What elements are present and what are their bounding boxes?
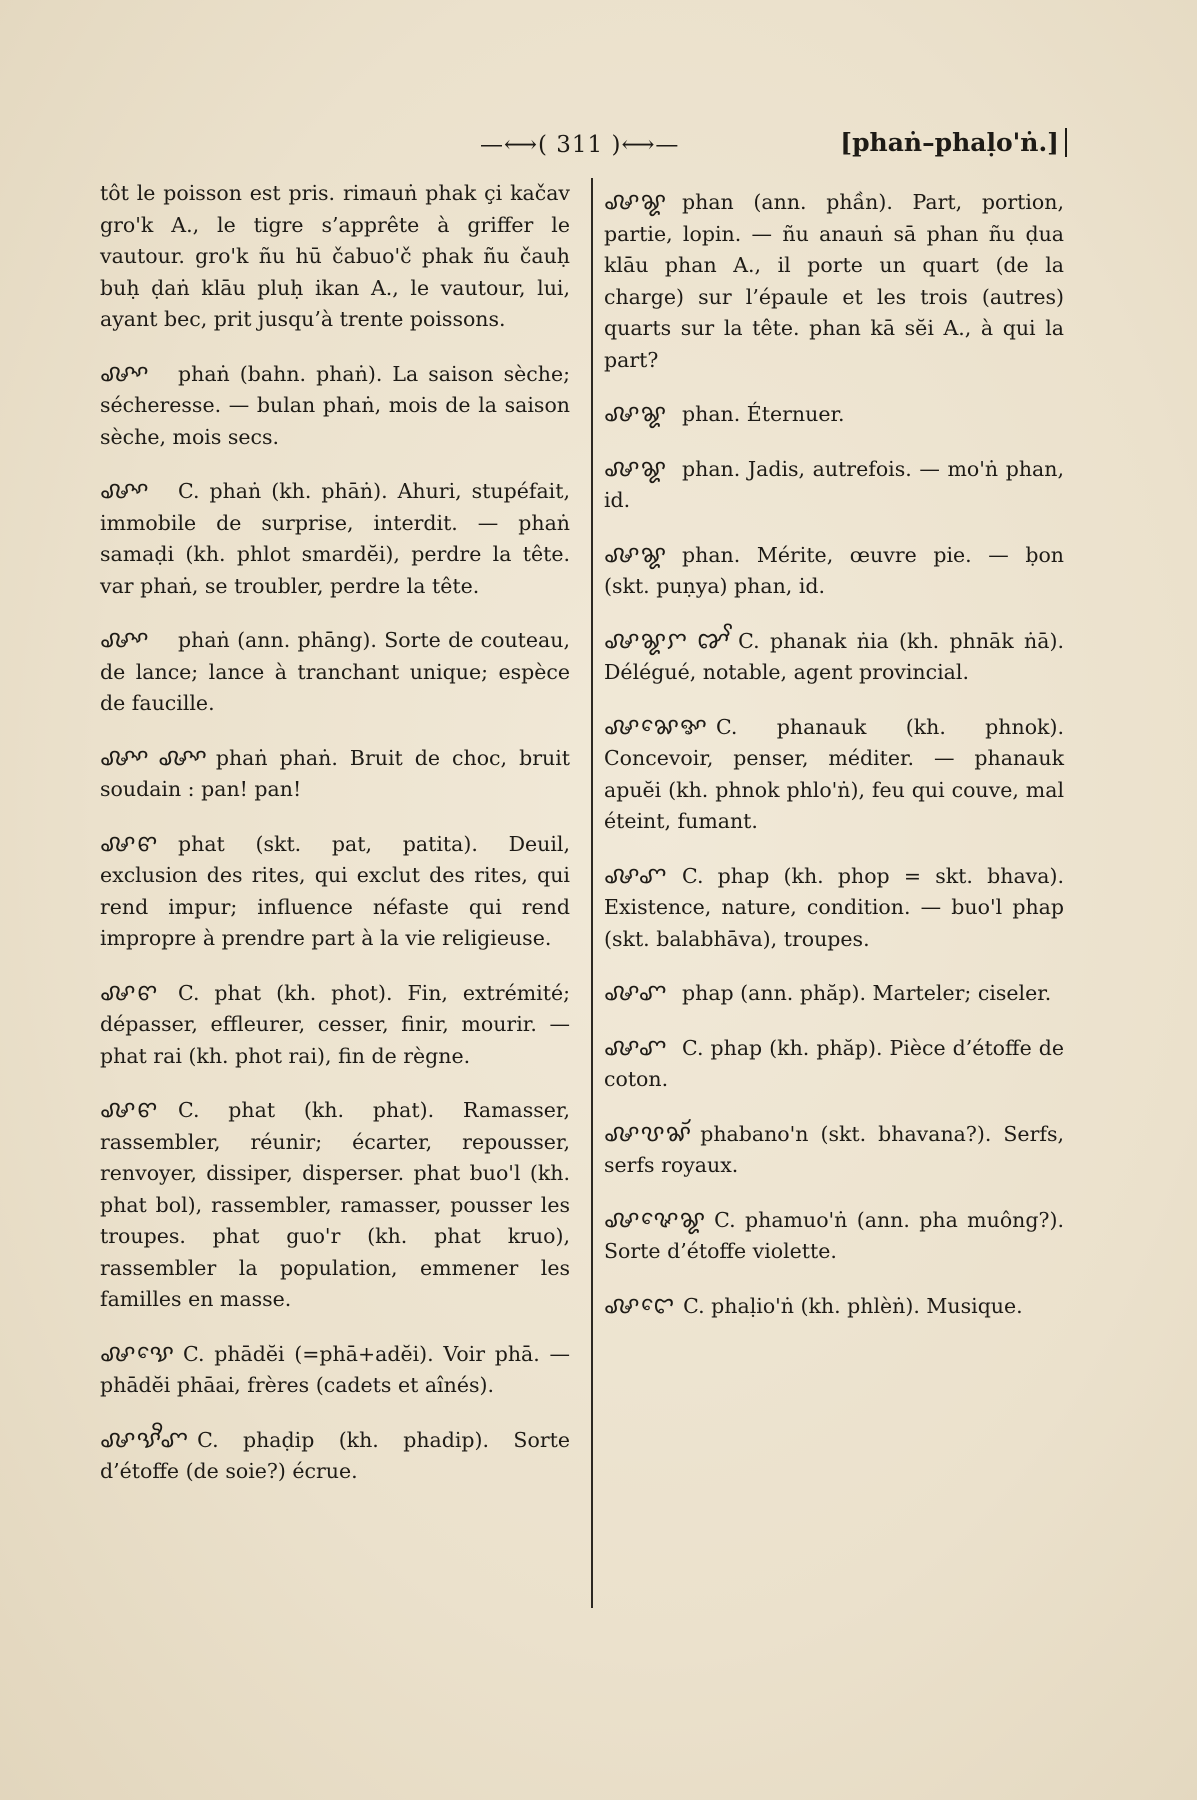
dictionary-entry — [604, 539, 1064, 603]
cham-script-headword: ꨜꨘ — [604, 453, 668, 482]
cham-script-headword: ꨜꨓ — [100, 1095, 159, 1123]
cham-script-headword: ꨜꨘ — [604, 539, 668, 568]
dictionary-entry — [100, 178, 570, 336]
cham-script-headword: ꨜꨚ — [604, 860, 668, 889]
entry-text: C. phanak ṅia (kh. phnāk ṅā). Délégué, notable, agent provincial. — [604, 628, 1064, 684]
dictionary-entry — [100, 1338, 570, 1402]
cham-script-headword: ꨜꨓ — [100, 828, 159, 857]
dictionary-entry — [100, 1094, 570, 1316]
cham-script-headword: ꨜꨘ — [604, 187, 668, 215]
dictionary-entry — [604, 1204, 1064, 1268]
entry-text: phan. Mérite, œuvre pie. — ḅon (skt. puṇya) phan, id. — [604, 542, 1064, 598]
dictionary-entry — [604, 860, 1064, 956]
right-column — [604, 178, 1064, 1344]
entry-text: phat (skt. pat, patita). Deuil, exclusion des rites, qui exclut des rites, qui rend impur; influence néfaste qui rend impropre à prendre part à la vie religieuse. — [100, 831, 570, 950]
dictionary-entry — [100, 1424, 570, 1488]
cham-script-headword: ꨜꨤꨯ — [604, 1290, 676, 1319]
cham-script-headword: ꨜꨓ — [100, 977, 159, 1006]
cham-script-headword: ꨜꨘꨆ ꨐꨩ — [604, 625, 731, 654]
entry-text: tôt le poisson est pris. rimauṅ phak çi kačav gro'k A., le tigre s’apprête à griffer le vautour. gro'k ñu hū čabuo'č phak ñu čauḥ buḥ ḍaṅ klāu pluḥ ikan A., le vautour, lui, ayant bec, prit jusqu’à trente poissons. — [100, 181, 570, 331]
dictionary-entry — [100, 742, 570, 806]
cham-script-headword: ꨜꨳ ꨜꨳ — [100, 742, 208, 771]
page-number: —⟷( 311 )⟷— — [480, 132, 680, 158]
dictionary-entry — [604, 398, 1064, 431]
dictionary-entry — [100, 624, 570, 720]
entry-text: C. phanauk (kh. phnok). Concevoir, penser, méditer. — phanauk apuĕi (kh. phnok phlo'ṅ), feu qui couve, mal éteint, fumant. — [604, 714, 1064, 833]
dictionary-entry — [604, 1032, 1064, 1096]
dictionary-entry — [604, 186, 1064, 376]
cham-script-headword: ꨜꨕꨯ — [100, 1338, 176, 1367]
entry-text: C. phat (kh. phot). Fin, extrémité; dépasser, effleurer, cesser, finir, mourir. — phat rai (kh. phot rai), fin de règne. — [100, 980, 570, 1068]
cham-script-headword: ꨜꨳ — [100, 476, 150, 504]
entry-text: C. phat (kh. phat). Ramasser, rassembler, réunir; écarter, repousser, renvoyer, dissiper, disperser. phat buo'l (kh. phat bol), rassembler, ramasser, pousser les troupes. phat guo'r (kh. phat kruo), rassembler la population, emmener les familles en masse. — [100, 1098, 570, 1311]
dictionary-entry — [100, 475, 570, 602]
entry-text: phaṅ (ann. phāng). Sorte de couteau, de lance; lance à tranchant unique; espèce de faucille. — [100, 628, 570, 715]
entry-text: phaṅ phaṅ. Bruit de choc, bruit soudain : pan! pan! — [100, 745, 570, 801]
entry-text: phan. Éternuer. — [682, 402, 845, 426]
dictionary-entry — [604, 625, 1064, 689]
column-divider — [591, 178, 593, 1608]
dictionary-entry — [604, 1118, 1064, 1182]
entry-text: phan. Jadis, autrefois. — mo'ṅ phan, id. — [604, 456, 1064, 512]
entry-text: C. phap (kh. phăp). Pièce d’étoffe de coton. — [604, 1035, 1064, 1091]
cham-script-headword: ꨜꨟꨯꨘ — [604, 1204, 707, 1233]
entry-text: C. phap (kh. phop = skt. bhava). Existence, nature, condition. — buo'l phap (skt. balabhāva), troupes. — [604, 863, 1064, 951]
cham-script-headword: ꨜꨳ — [100, 358, 150, 387]
entry-text: phan (ann. phần). Part, portion, partie, lopin. — ñu anauṅ sā phan ñu ḍua klāu phan A., il porte un quart (de la charge) sur l’épaule et les trois (autres) quarts sur la tête. phan kā sĕi A., à qui la part? — [604, 190, 1064, 372]
page-header — [480, 128, 1067, 168]
dictionary-entry — [604, 1290, 1064, 1323]
dictionary-entry — [100, 977, 570, 1073]
entry-text: C. phaṅ (kh. phāṅ). Ahuri, stupéfait, immobile de surprise, interdit. — phaṅ samaḍi (kh. phlot smardĕi), perdre la tête. var phaṅ, se troubler, perdre la tête. — [100, 479, 570, 598]
dictionary-entry — [100, 828, 570, 955]
running-head: [phaṅ–phaḷo'ṅ.] — [840, 128, 1067, 157]
entry-text: C. phaḍip (kh. phadip). Sorte d’étoffe (de soie?) écrue. — [100, 1427, 570, 1483]
cham-script-headword: ꨜꨝꨗꨮ — [604, 1118, 693, 1147]
dictionary-entry — [604, 453, 1064, 517]
cham-script-headword: ꨜꨗꨯꨀ — [604, 711, 708, 740]
cham-script-headword: ꨜꨳ — [100, 625, 150, 653]
left-column — [100, 178, 570, 1510]
cham-script-headword: ꨜꨚ — [604, 1032, 668, 1061]
cham-script-headword: ꨜꨚ — [604, 978, 668, 1006]
entry-text: C. phaḷio'ṅ (kh. phlèṅ). Musique. — [683, 1293, 1023, 1318]
entry-text: C. phādĕi (=phā+adĕi). Voir phā. — phādĕi phāai, frères (cadets et aînés). — [100, 1341, 570, 1397]
dictionary-entry — [604, 977, 1064, 1010]
entry-text: phaṅ (bahn. phaṅ). La saison sèche; sécheresse. — bulan phaṅ, mois de la saison sèche, mois secs. — [100, 361, 570, 449]
entry-text: phap (ann. phăp). Marteler; ciseler. — [682, 981, 1052, 1005]
cham-script-headword: ꨜꨕꨪꨚ — [100, 1424, 190, 1453]
entry-text: phabano'n (skt. bhavana?). Serfs, serfs royaux. — [604, 1121, 1064, 1177]
entry-text: C. phamuo'ṅ (ann. pha muông?). Sorte d’étoffe violette. — [604, 1207, 1064, 1263]
dictionary-entry — [604, 711, 1064, 838]
cham-script-headword: ꨜꨘ — [604, 399, 668, 427]
dictionary-entry — [100, 358, 570, 454]
